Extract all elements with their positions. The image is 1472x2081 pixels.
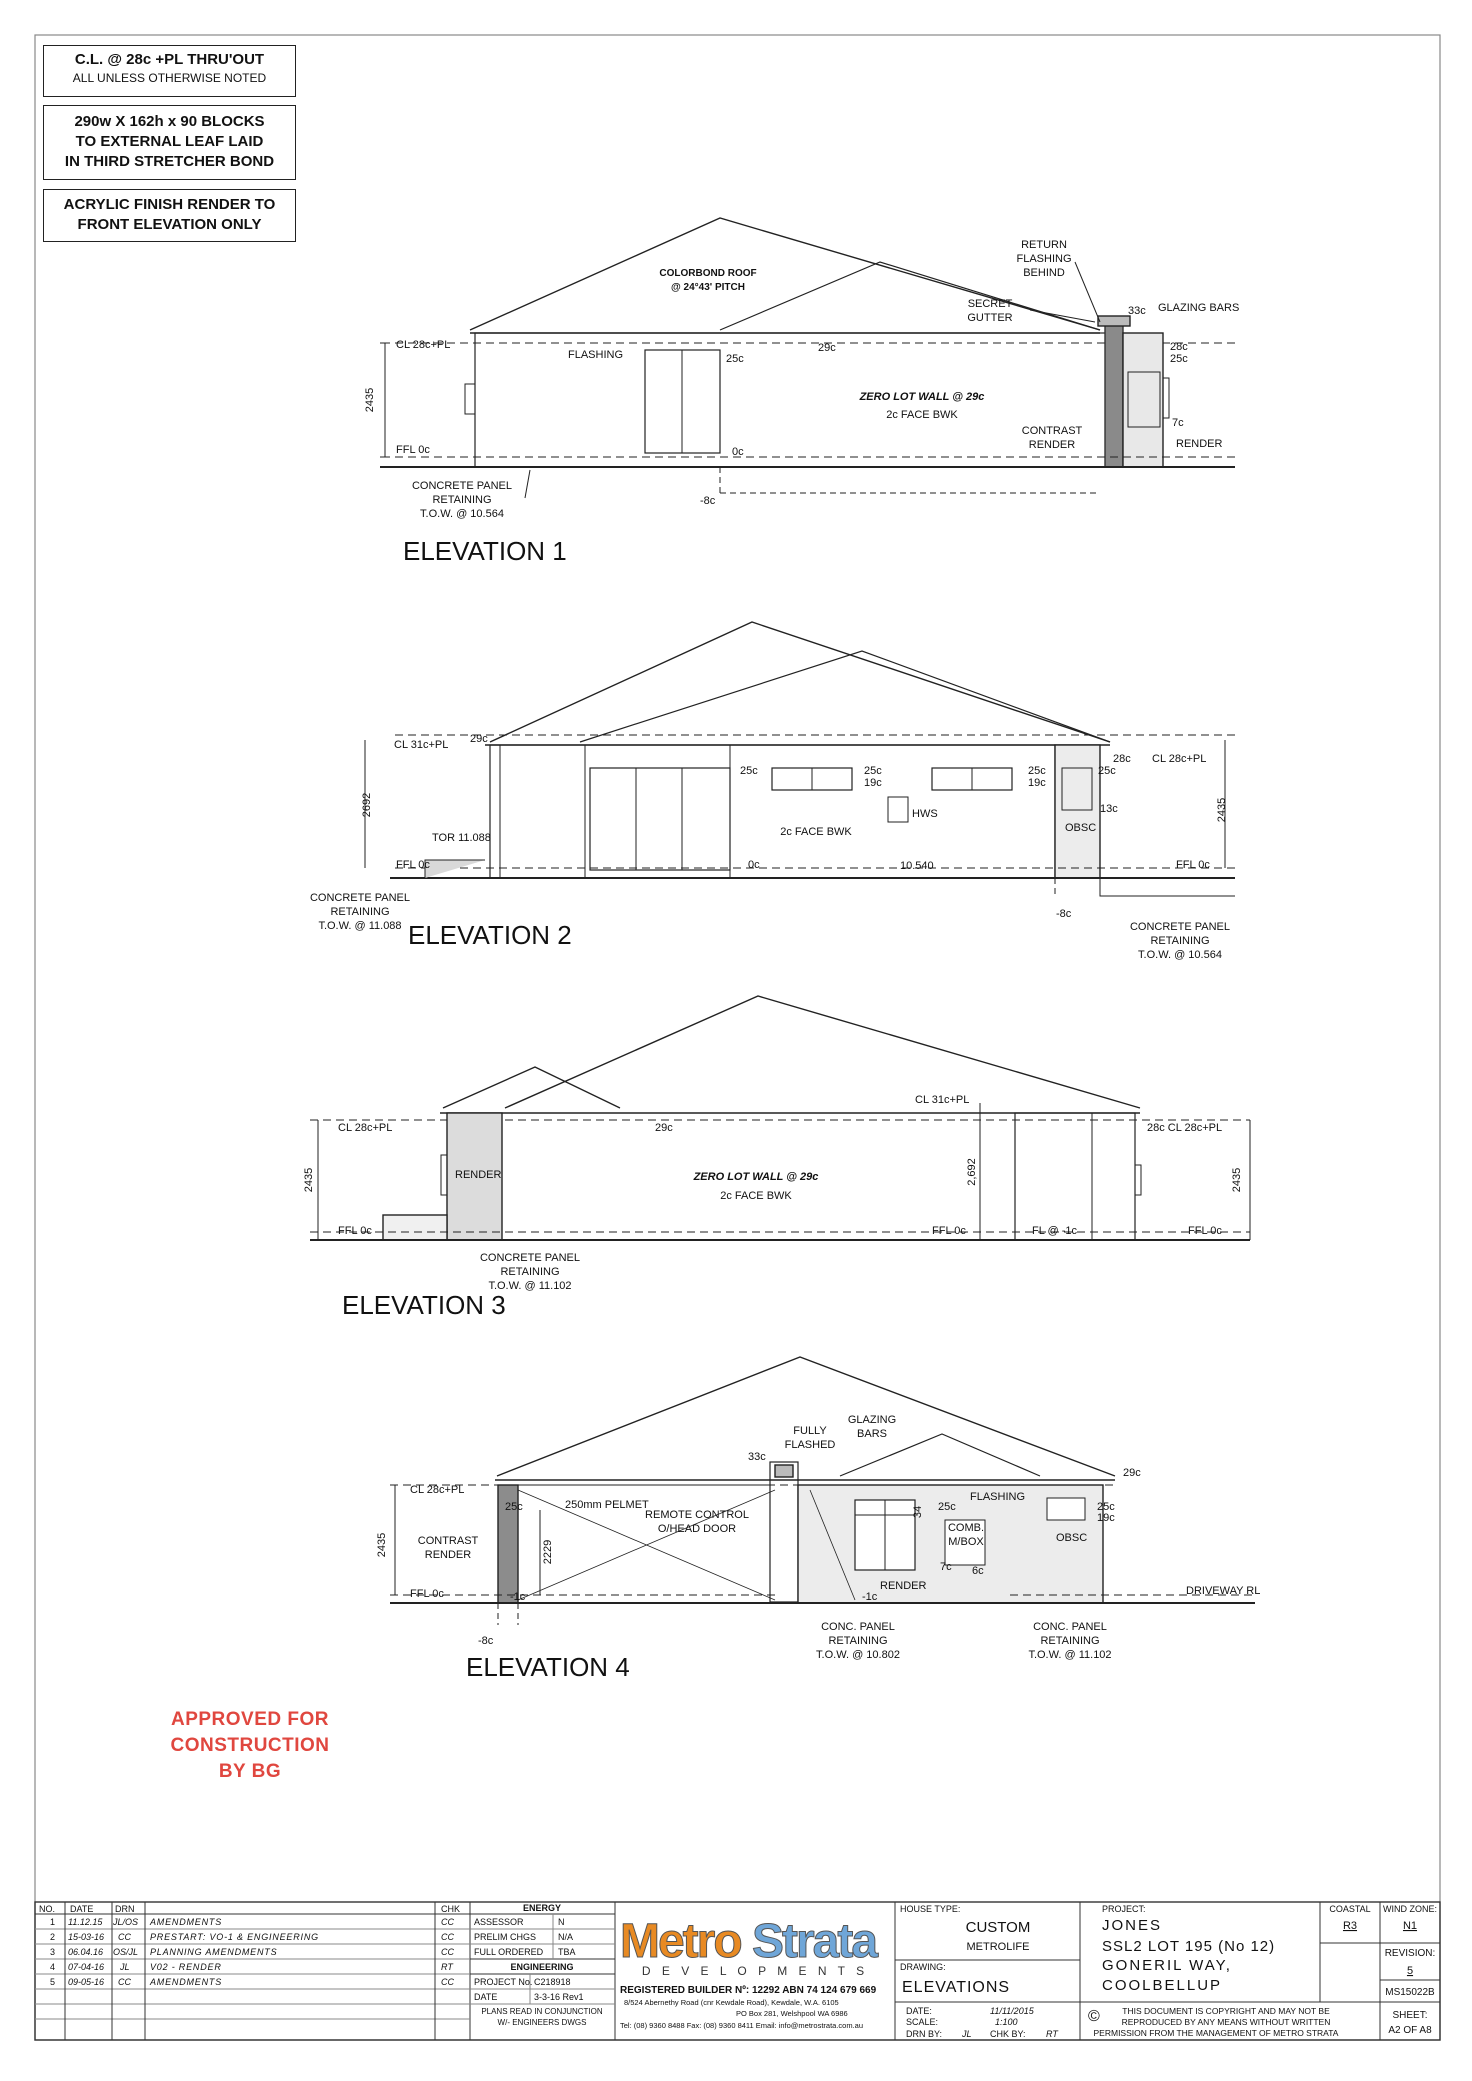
rev-5-chk: CC: [441, 1977, 454, 1987]
e3-fl: FL @ -1c: [1032, 1225, 1077, 1237]
e4-cl: CL 28c+PL: [410, 1484, 465, 1496]
approval-stamp: [170, 1709, 329, 1782]
e2-25c-c: 25c: [1028, 765, 1046, 777]
e4-contrast-2: RENDER: [424, 1549, 472, 1561]
rev-3-no: 3: [50, 1947, 56, 1957]
e2-rpanel-3: T.O.W. @ 10.564: [1138, 949, 1222, 961]
e3-cl-left: CL 28c+PL: [338, 1122, 393, 1134]
note-ceiling-title: C.L. @ 28c +PL THRU'OUT: [74, 51, 265, 68]
e1-29c: 29c: [818, 342, 836, 354]
project-line-2: SSL2 LOT 195 (No 12): [1102, 1938, 1276, 1955]
e2-25c-b: 25c: [864, 765, 882, 777]
e1-roof-label-2: @ 24°43' PITCH: [671, 282, 745, 293]
e4-glazing-1: GLAZING: [847, 1414, 897, 1426]
engineering-project-label: PROJECT No.: [474, 1977, 533, 1987]
e1-cl: CL 28c+PL: [396, 339, 451, 351]
date-value: 11/11/2015: [990, 2006, 1034, 2016]
coastal-value: R3: [1342, 1920, 1358, 1932]
scale-value: 1:100: [995, 2017, 1018, 2027]
house-type-label: HOUSE TYPE:: [900, 1904, 961, 1914]
revision-label: REVISION:: [1384, 1948, 1436, 1959]
e1-33c: 33c: [1128, 305, 1146, 317]
e2-level: 10.540: [900, 860, 934, 872]
e4-cpanel-3: T.O.W. @ 10.802: [816, 1649, 900, 1661]
e4-29c: 29c: [1123, 1467, 1141, 1479]
rev-1-no: 1: [50, 1917, 56, 1927]
contact-line: Tel: (08) 9360 8488 Fax: (08) 9360 8411 Email: info@metrostrata.com.au: [620, 2021, 864, 2030]
rev-5-drn: CC: [118, 1977, 131, 1987]
e4-title: ELEVATION 4: [466, 1652, 630, 1682]
e3-dim-left: 2435: [303, 1167, 315, 1193]
rev-1-date: 11.12.15: [68, 1917, 103, 1927]
project-line-3: GONERIL WAY,: [1102, 1957, 1232, 1974]
energy-full-label: FULL ORDERED: [474, 1947, 544, 1957]
e2-obsc: OBSC: [1065, 822, 1097, 834]
e4-flashing: FLASHING: [970, 1491, 1026, 1503]
energy-prelim-label: PRELIM CHGS: [474, 1932, 537, 1942]
wind-zone-label: WIND ZONE:: [1383, 1904, 1437, 1914]
e1-28c: 28c: [1170, 341, 1188, 353]
e1-panel-1: CONCRETE PANEL: [411, 480, 513, 492]
drawing-label: DRAWING:: [900, 1962, 946, 1972]
e4-33c: 33c: [748, 1451, 766, 1463]
copyright-1: THIS DOCUMENT IS COPYRIGHT AND MAY NOT BE: [1122, 2006, 1330, 2016]
e1-25c: 25c: [726, 353, 744, 365]
e1-zero-lot: ZERO LOT WALL @ 29c: [859, 391, 985, 403]
rev-4-chk: RT: [441, 1962, 453, 1972]
energy-full-value: TBA: [558, 1947, 576, 1957]
rev-3-drn: OS/JL: [113, 1947, 139, 1957]
e3-panel-2: RETAINING: [500, 1266, 560, 1278]
stamp-line-2: CONSTRUCTION: [170, 1735, 330, 1756]
e3-dim-mid: 2,692: [966, 1158, 978, 1186]
e1-7c: 7c: [1172, 417, 1184, 429]
e2-lpanel-2: RETAINING: [330, 906, 390, 918]
rev-2-desc: PRESTART: VO-1 & ENGINEERING: [150, 1932, 319, 1942]
e4-25c-b: 25c: [938, 1501, 956, 1513]
e4-fully-2: FLASHED: [784, 1439, 836, 1451]
job-number: MS15022B: [1385, 1987, 1435, 1998]
rev-1-desc: AMENDMENTS: [150, 1917, 223, 1927]
e2-tor: TOR 11.088: [432, 832, 491, 844]
e2-19c-b: 19c: [1028, 777, 1046, 789]
e1-face-bwk: 2c FACE BWK: [886, 409, 958, 421]
elevation-3: [310, 996, 1250, 1240]
logo-strata: Strata: [752, 1915, 877, 1968]
rev-header-drn: DRN: [115, 1904, 135, 1914]
date-label: DATE:: [906, 2006, 932, 2016]
e4-comb-1: COMB.: [947, 1522, 985, 1534]
rev-3-chk: CC: [441, 1947, 454, 1957]
e2-ffl-left: FFL 0c: [396, 859, 430, 871]
coastal-label: COASTAL: [1329, 1904, 1371, 1914]
sheet-value: A2 OF A8: [1388, 2025, 1432, 2036]
energy-assessor-label: ASSESSOR: [474, 1917, 524, 1927]
e4-25c-c: 25c: [1097, 1501, 1115, 1513]
e3-face-bwk: 2c FACE BWK: [720, 1190, 792, 1202]
e4-rpanel-2: RETAINING: [1040, 1635, 1100, 1647]
e1-secret-2: GUTTER: [967, 312, 1013, 324]
builder-number: REGISTERED BUILDER Nº: 12292 ABN 74 124 679 669: [620, 1985, 877, 1996]
e4-25c-a: 25c: [505, 1501, 523, 1513]
e4-cpanel-1: CONC. PANEL: [821, 1621, 895, 1633]
elevation-2: [365, 622, 1235, 896]
e2-minus-8c: -8c: [1056, 908, 1072, 920]
elevation-1: [380, 218, 1235, 498]
copyright-2: REPRODUCED BY ANY MEANS WITHOUT WRITTEN: [1121, 2017, 1331, 2027]
scale-label: SCALE:: [906, 2017, 939, 2027]
e2-28c: 28c: [1113, 753, 1131, 765]
house-type-1: CUSTOM: [965, 1919, 1031, 1936]
e1-roof-label-1: COLORBOND ROOF: [659, 268, 757, 279]
e2-hws: HWS: [912, 808, 938, 820]
address-line-1: 8/524 Abernethy Road (cnr Kewdale Road), Kewdale, W.A. 6105: [624, 1998, 839, 2007]
e1-dim-2435: 2435: [364, 387, 376, 413]
e4-render: RENDER: [880, 1580, 927, 1592]
e1-ffl: FFL 0c: [396, 444, 430, 456]
note-blocks-line2: TO EXTERNAL LEAF LAID: [75, 133, 264, 150]
e4-comb-2: M/BOX: [948, 1536, 984, 1548]
e4-7c: 7c: [940, 1561, 952, 1573]
e1-flashing: FLASHING: [568, 349, 624, 361]
address-line-2: PO Box 281, Welshpool WA 6986: [736, 2009, 848, 2018]
e1-panel-3: T.O.W. @ 10.564: [420, 508, 504, 520]
e1-render: RENDER: [1176, 438, 1223, 450]
logo-developments: D E V E L O P M E N T S: [641, 1964, 869, 1978]
e4-34: 34: [912, 1505, 924, 1519]
drn-value: JL: [962, 2029, 972, 2039]
e1-panel-2: RETAINING: [432, 494, 492, 506]
copyright-symbol: ©: [1088, 2008, 1100, 2025]
note-render-line2: FRONT ELEVATION ONLY: [77, 216, 262, 233]
e2-dim-right: 2435: [1216, 797, 1228, 823]
chk-label: CHK BY:: [990, 2029, 1026, 2039]
engineering-project-value: C218918: [534, 1977, 571, 1987]
rev-2-date: 15-03-16: [68, 1932, 105, 1942]
rev-header-chk: CHK: [441, 1904, 461, 1914]
e1-return-3: BEHIND: [1023, 267, 1065, 279]
e3-render: RENDER: [455, 1169, 502, 1181]
e3-dim-right: 2435: [1231, 1167, 1243, 1193]
e4-fully-1: FULLY: [793, 1425, 827, 1437]
e4-remote-1: REMOTE CONTROL: [645, 1509, 749, 1521]
stamp-line-1: APPROVED FOR: [170, 1709, 330, 1730]
rev-2-chk: CC: [441, 1932, 454, 1942]
plans-note-2: W/- ENGINEERS DWGS: [497, 2018, 587, 2027]
e1-secret-1: SECRET: [967, 298, 1013, 310]
rev-4-no: 4: [50, 1962, 56, 1972]
e1-0c: 0c: [732, 446, 744, 458]
e2-29c: 29c: [470, 733, 488, 745]
e2-0c: 0c: [748, 859, 760, 871]
e4-obsc: OBSC: [1056, 1532, 1088, 1544]
engineering-date-label: DATE: [474, 1992, 498, 2002]
e2-cl-right: CL 28c+PL: [1152, 753, 1207, 765]
e2-ffl-right: FFL 0c: [1176, 859, 1210, 871]
drn-label: DRN BY:: [906, 2029, 943, 2039]
rev-4-date: 07-04-16: [68, 1962, 105, 1972]
e2-rpanel-2: RETAINING: [1150, 935, 1210, 947]
e1-glazing: GLAZING BARS: [1158, 302, 1240, 314]
e4-6c: 6c: [972, 1565, 984, 1577]
house-type-2: METROLIFE: [966, 1941, 1030, 1953]
e3-ffl-mid: FFL 0c: [932, 1225, 966, 1237]
elevation-3-labels: [303, 1094, 1243, 1320]
e4-remote-2: O/HEAD DOOR: [657, 1523, 737, 1535]
e4-19c: 19c: [1097, 1512, 1115, 1524]
wind-zone-value: N1: [1402, 1920, 1418, 1932]
e2-25c-a: 25c: [740, 765, 758, 777]
e2-dim-left: 2692: [361, 792, 373, 818]
energy-assessor-value: N: [558, 1917, 565, 1927]
e3-panel-3: T.O.W. @ 11.102: [488, 1280, 572, 1292]
e1-return-1: RETURN: [1021, 239, 1067, 251]
project-line-1: JONES: [1102, 1917, 1163, 1934]
e2-rpanel-1: CONCRETE PANEL: [1129, 921, 1231, 933]
rev-5-date: 09-05-16: [68, 1977, 105, 1987]
rev-4-drn: JL: [120, 1962, 130, 1972]
e4-glazing-2: BARS: [857, 1428, 887, 1440]
e3-ffl-left: FFL 0c: [338, 1225, 372, 1237]
e2-lpanel-3: T.O.W. @ 11.088: [318, 920, 402, 932]
e2-cl-left: CL 31c+PL: [394, 739, 449, 751]
copyright-3: PERMISSION FROM THE MANAGEMENT OF METRO STRATA: [1093, 2028, 1339, 2038]
stamp-line-3: BY BG: [218, 1761, 282, 1782]
e3-zero-lot: ZERO LOT WALL @ 29c: [693, 1171, 819, 1183]
e2-lpanel-1: CONCRETE PANEL: [309, 892, 411, 904]
e4-contrast-1: CONTRAST: [417, 1535, 479, 1547]
engineering-date-value: 3-3-16 Rev1: [534, 1992, 584, 2002]
plans-note-1: PLANS READ IN CONJUNCTION: [481, 2007, 603, 2016]
rev-header-no: NO.: [39, 1904, 56, 1914]
energy-prelim-value: N/A: [558, 1932, 574, 1942]
e3-title: ELEVATION 3: [342, 1290, 506, 1320]
note-render-line1: ACRYLIC FINISH RENDER TO: [63, 196, 276, 213]
rev-3-desc: PLANNING AMENDMENTS: [150, 1947, 278, 1957]
e4-minus-8c: -8c: [478, 1635, 494, 1647]
rev-5-no: 5: [50, 1977, 56, 1987]
project-line-4: COOLBELLUP: [1102, 1977, 1223, 1994]
e1-title: ELEVATION 1: [403, 536, 567, 566]
note-blocks-line3: IN THIRD STRETCHER BOND: [64, 153, 275, 170]
e3-panel-1: CONCRETE PANEL: [479, 1252, 581, 1264]
e4-cpanel-2: RETAINING: [828, 1635, 888, 1647]
metro-strata-logo: [620, 1915, 878, 1978]
e4-driveway: DRIVEWAY RL: [1186, 1585, 1261, 1597]
rev-5-desc: AMENDMENTS: [150, 1977, 223, 1987]
e4-rpanel-1: CONC. PANEL: [1033, 1621, 1107, 1633]
e4-minus-1c-b: -1c: [862, 1591, 878, 1603]
revision-value: 5: [1406, 1965, 1414, 1977]
e4-minus-1c-a: -1c: [510, 1591, 526, 1603]
energy-title: ENERGY: [522, 1903, 562, 1913]
sheet-label: SHEET:: [1392, 2010, 1428, 2021]
e2-face-bwk: 2c FACE BWK: [780, 826, 852, 838]
rev-2-drn: CC: [118, 1932, 131, 1942]
chk-value: RT: [1046, 2029, 1058, 2039]
note-blocks-line1: 290w X 162h x 90 BLOCKS: [74, 113, 265, 130]
rev-1-chk: CC: [441, 1917, 454, 1927]
rev-4-desc: V02 - RENDER: [150, 1962, 222, 1972]
rev-header-date: DATE: [70, 1904, 94, 1914]
e1-minus-8c: -8c: [700, 495, 716, 507]
e4-rpanel-3: T.O.W. @ 11.102: [1028, 1649, 1112, 1661]
e3-ffl-right: FFL 0c: [1188, 1225, 1222, 1237]
e2-13c: 13c: [1100, 803, 1118, 815]
note-ceiling-sub: ALL UNLESS OTHERWISE NOTED: [72, 71, 267, 85]
engineering-title: ENGINEERING: [510, 1962, 574, 1972]
e2-title: ELEVATION 2: [408, 920, 572, 950]
e1-contrast-1: CONTRAST: [1021, 425, 1083, 437]
e1-25c-b: 25c: [1170, 353, 1188, 365]
e1-contrast-2: RENDER: [1028, 439, 1076, 451]
e2-25c-d: 25c: [1098, 765, 1116, 777]
e4-pelmet: 250mm PELMET: [565, 1499, 649, 1511]
e3-29c: 29c: [655, 1122, 673, 1134]
logo-metro: Metro: [620, 1915, 741, 1968]
e2-19c-a: 19c: [864, 777, 882, 789]
e3-cl-right: 28c CL 28c+PL: [1147, 1122, 1223, 1134]
drawing-name: ELEVATIONS: [902, 1979, 1011, 1996]
e4-dim-door: 2229: [542, 1539, 554, 1565]
e4-dim-left: 2435: [376, 1532, 388, 1558]
e3-cl-mid: CL 31c+PL: [915, 1094, 970, 1106]
rev-2-no: 2: [50, 1932, 56, 1942]
project-label: PROJECT:: [1102, 1904, 1146, 1914]
rev-1-drn: JL/OS: [113, 1917, 139, 1927]
elevation-4: [390, 1357, 1255, 1625]
rev-3-date: 06.04.16: [68, 1947, 104, 1957]
e4-ffl: FFL 0c: [410, 1588, 444, 1600]
e1-return-2: FLASHING: [1016, 253, 1072, 265]
